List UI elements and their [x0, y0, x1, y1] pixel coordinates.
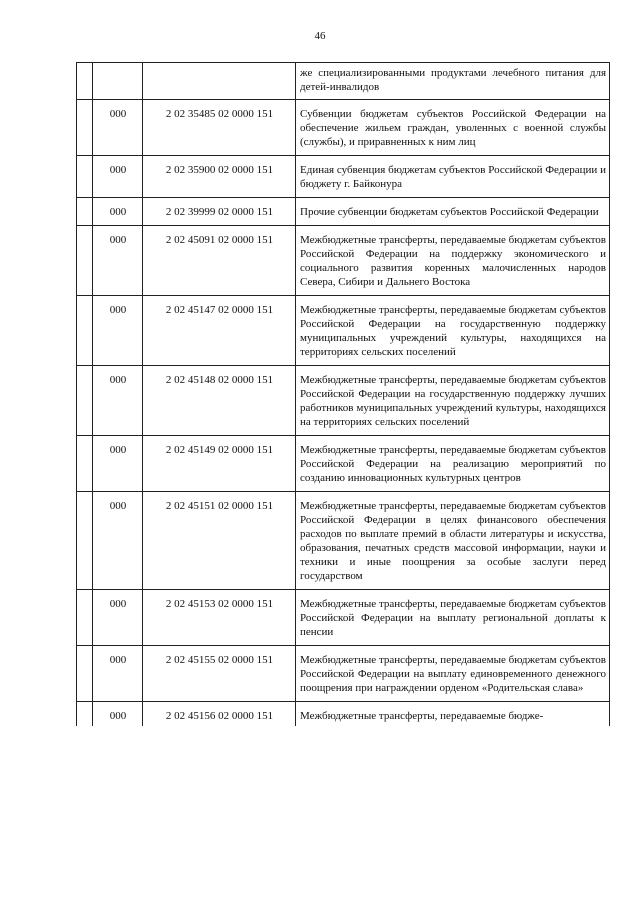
budget-code-cell: 2 02 35485 02 0000 151 — [143, 100, 296, 156]
description-cell: Межбюджетные трансферты, передаваемые бюдже- — [296, 702, 610, 727]
blank-cell — [77, 590, 93, 646]
admin-code-cell: 000 — [93, 646, 143, 702]
description-cell: Единая субвенция бюджетам субъектов Российской Федерации и бюджету г. Байконура — [296, 156, 610, 198]
budget-code-cell: 2 02 45149 02 0000 151 — [143, 436, 296, 492]
table-row — [77, 702, 610, 727]
admin-code-cell: 000 — [93, 100, 143, 156]
blank-cell — [77, 366, 93, 436]
admin-code-cell: 000 — [93, 198, 143, 226]
blank-cell — [77, 100, 93, 156]
blank-cell — [77, 436, 93, 492]
budget-code-cell: 2 02 45148 02 0000 151 — [143, 366, 296, 436]
blank-cell — [77, 702, 93, 727]
budget-code-cell: 2 02 45155 02 0000 151 — [143, 646, 296, 702]
blank-cell — [77, 156, 93, 198]
blank-cell — [77, 492, 93, 590]
budget-code-cell: 2 02 39999 02 0000 151 — [143, 198, 296, 226]
description-cell: Субвенции бюджетам субъектов Российской Федерации на обеспечение жильем граждан, уволенных с военной службы (службы), и приравненных к ним лиц — [296, 100, 610, 156]
table-row — [77, 226, 610, 296]
budget-code-cell: 2 02 45147 02 0000 151 — [143, 296, 296, 366]
description-cell: же специализированными продуктами лечебного питания для детей-инвалидов — [296, 63, 610, 100]
table-row — [77, 436, 610, 492]
admin-code-cell — [93, 63, 143, 100]
blank-cell — [77, 296, 93, 366]
budget-code-cell — [143, 63, 296, 100]
description-cell: Прочие субвенции бюджетам субъектов Российской Федерации — [296, 198, 610, 226]
budget-code-cell: 2 02 35900 02 0000 151 — [143, 156, 296, 198]
description-cell: Межбюджетные трансферты, передаваемые бюджетам субъектов Российской Федерации на государственную поддержку лучших работников муниципальных учреждений культуры, находящихся на территориях сельских поселений — [296, 366, 610, 436]
admin-code-cell: 000 — [93, 590, 143, 646]
budget-code-cell: 2 02 45153 02 0000 151 — [143, 590, 296, 646]
table-row — [77, 63, 610, 100]
admin-code-cell: 000 — [93, 702, 143, 727]
budget-code-cell: 2 02 45091 02 0000 151 — [143, 226, 296, 296]
description-cell: Межбюджетные трансферты, передаваемые бюджетам субъектов Российской Федерации на выплату единовременного денежного поощрения при награждении орденом «Родительская слава» — [296, 646, 610, 702]
blank-cell — [77, 198, 93, 226]
blank-cell — [77, 226, 93, 296]
description-cell: Межбюджетные трансферты, передаваемые бюджетам субъектов Российской Федерации на государственную поддержку муниципальных учреждений культуры, находящихся на территориях сельских поселений — [296, 296, 610, 366]
table-row — [77, 646, 610, 702]
budget-codes-table — [76, 62, 610, 726]
table-row — [77, 156, 610, 198]
admin-code-cell: 000 — [93, 492, 143, 590]
admin-code-cell: 000 — [93, 436, 143, 492]
blank-cell — [77, 63, 93, 100]
admin-code-cell: 000 — [93, 296, 143, 366]
blank-cell — [77, 646, 93, 702]
admin-code-cell: 000 — [93, 156, 143, 198]
description-cell: Межбюджетные трансферты, передаваемые бюджетам субъектов Российской Федерации в целях финансового обеспечения расходов по выплате премий в области литературы и искусства, образования, печатных средств массовой информации, науки и техники и иные поощрения за особые заслуги перед государством — [296, 492, 610, 590]
table-row — [77, 366, 610, 436]
description-cell: Межбюджетные трансферты, передаваемые бюджетам субъектов Российской Федерации на реализацию мероприятий по созданию инновационных культурных центров — [296, 436, 610, 492]
table-row — [77, 100, 610, 156]
description-cell: Межбюджетные трансферты, передаваемые бюджетам субъектов Российской Федерации на выплату региональной доплаты к пенсии — [296, 590, 610, 646]
admin-code-cell: 000 — [93, 366, 143, 436]
admin-code-cell: 000 — [93, 226, 143, 296]
budget-code-cell: 2 02 45151 02 0000 151 — [143, 492, 296, 590]
page-number: 46 — [314, 30, 326, 42]
table-row — [77, 198, 610, 226]
budget-code-cell: 2 02 45156 02 0000 151 — [143, 702, 296, 727]
description-cell: Межбюджетные трансферты, передаваемые бюджетам субъектов Российской Федерации на поддержку экономического и социального развития коренных малочисленных народов Севера, Сибири и Дальнего Востока — [296, 226, 610, 296]
table-row — [77, 590, 610, 646]
table-row — [77, 296, 610, 366]
table-row — [77, 492, 610, 590]
